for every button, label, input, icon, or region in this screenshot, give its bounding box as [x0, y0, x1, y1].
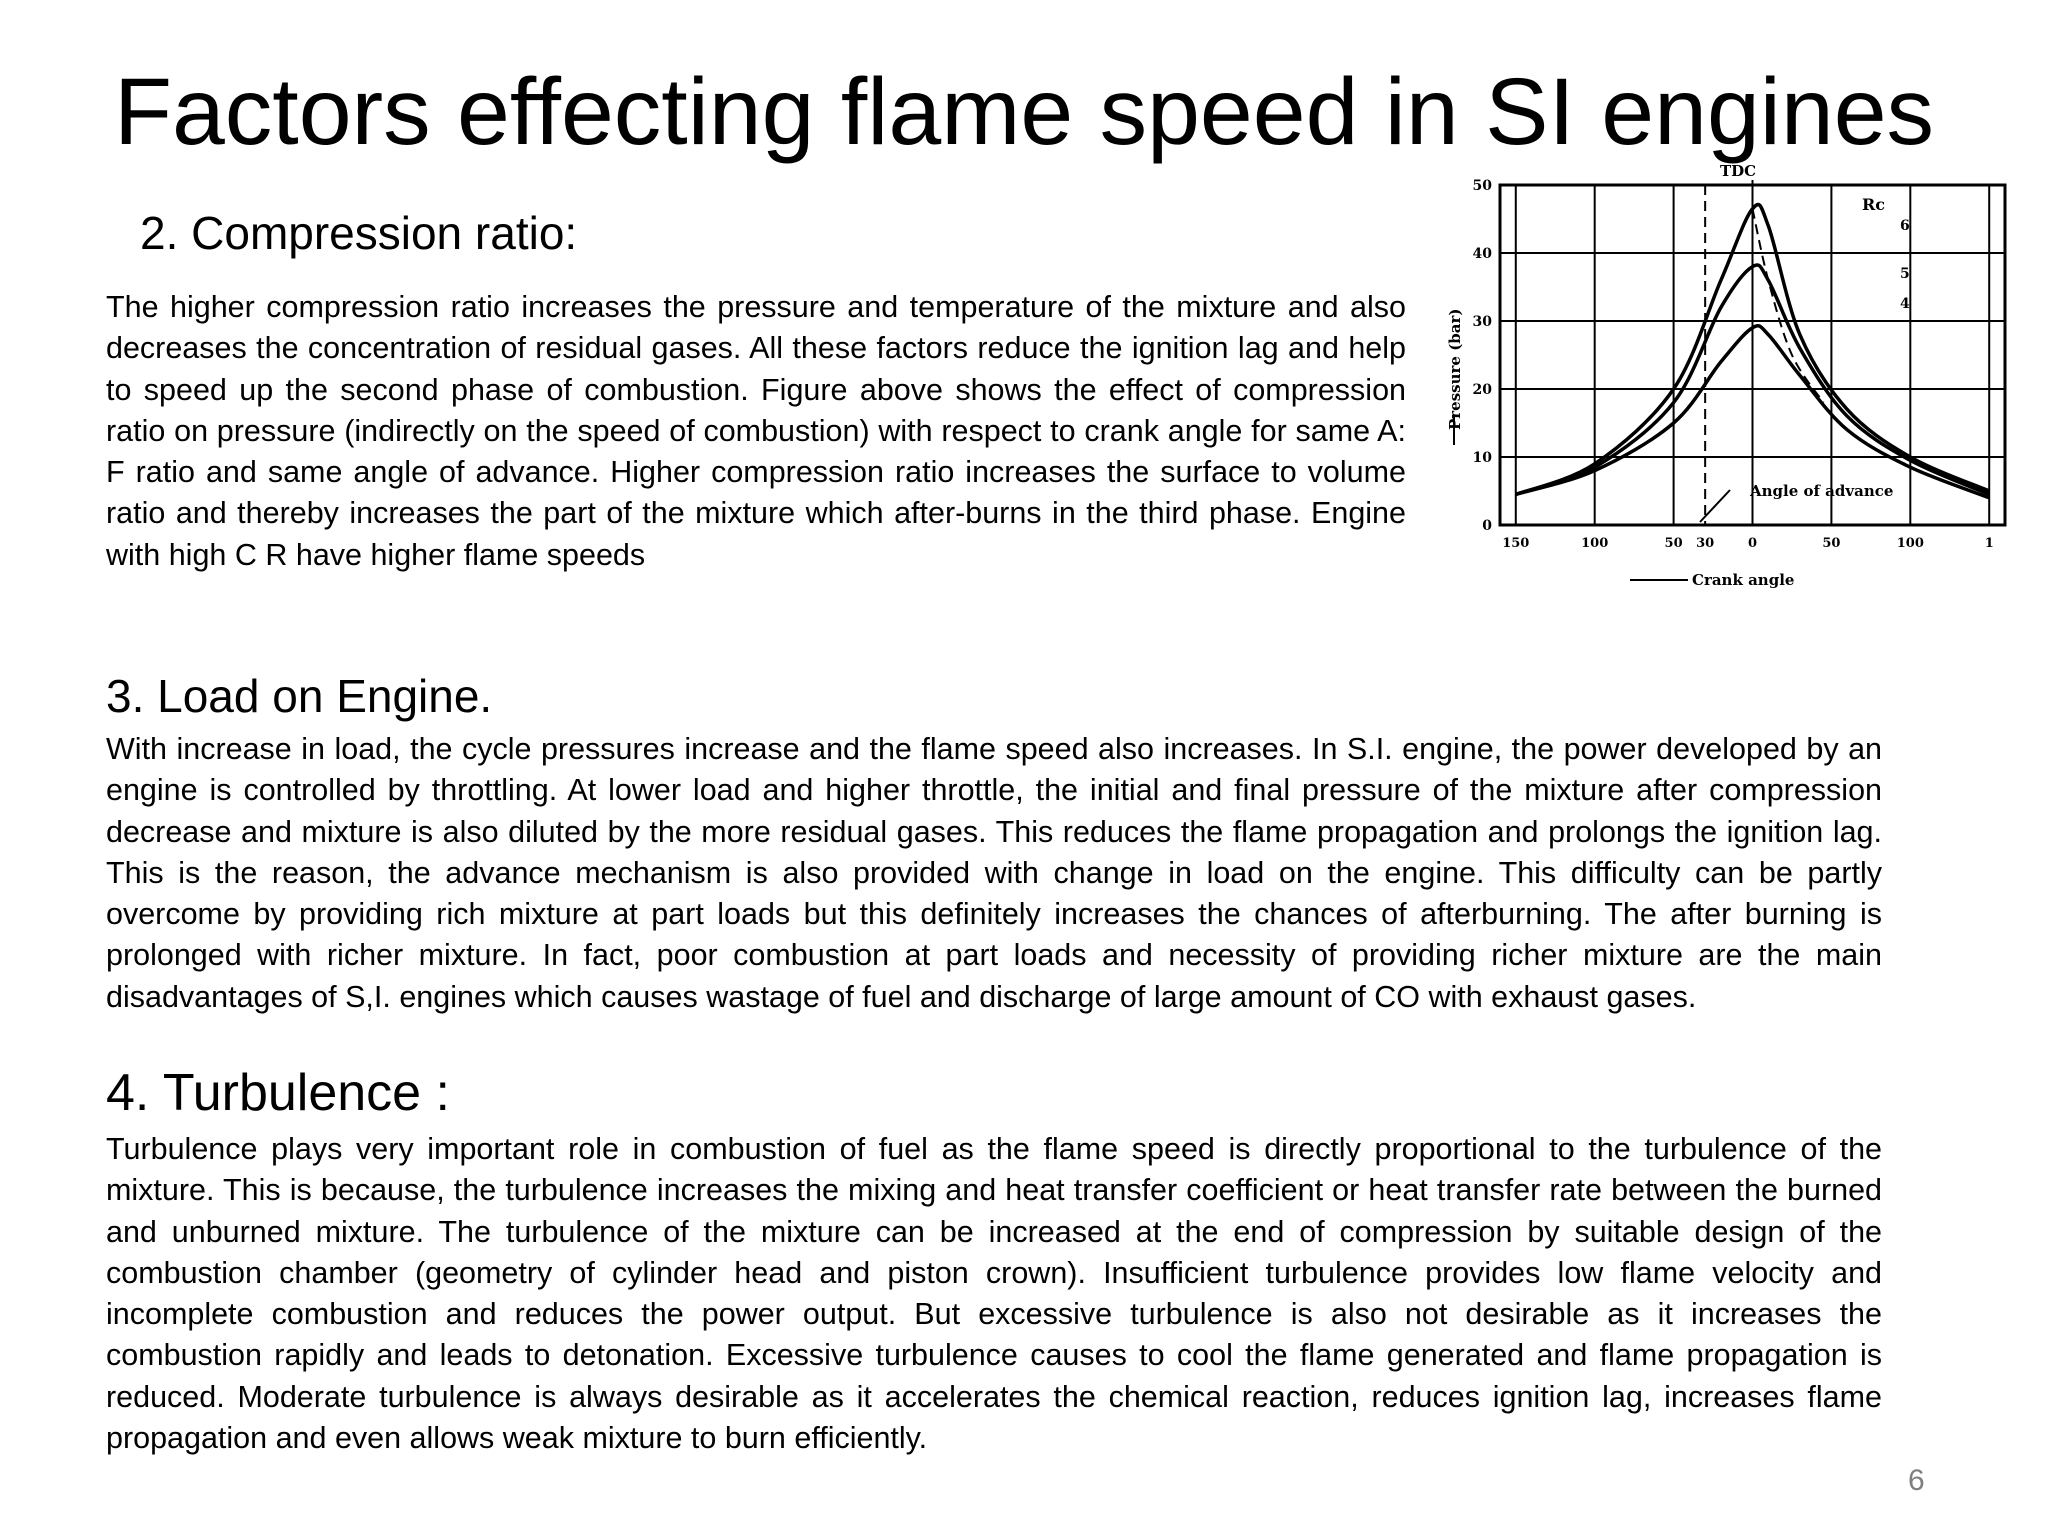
rc-legend-title: Rc [1862, 195, 1886, 214]
y-tick-labels [1473, 178, 1493, 534]
page-number: 6 [1908, 1464, 1925, 1497]
x-tick-label: 150 [1502, 536, 1530, 551]
x-axis-label: Crank angle [1692, 571, 1795, 589]
load-text: With increase in load, the cycle pressures increase and the flame speed also increases. In S.I. engine, the power developed by an engine is controlled by throttling. At lower load and higher throttle, the initial and final pressure of the mixture after compression decrease and mixture is also diluted by the more residual gases. This reduces the flame propagation and prolongs the ignition lag. This is the reason, the advance mechanism is also provided with change in load on the engine. This difficulty can be partly overcome by providing rich mixture at part loads but this definitely increases the chances of afterburning. The after burning is prolonged with richer mixture. In fact, poor combustion at part loads and necessity of providing richer mixture are the main disadvantages of S,I. engines which causes wastage of fuel and discharge of large amount of CO with exhaust gases. [106, 732, 1882, 1014]
y-tick-label: 40 [1472, 246, 1492, 262]
turbulence-heading: 4. Turbulence : [106, 1064, 450, 1122]
load-heading: 3. Load on Engine. [106, 670, 493, 722]
x-tick-label: 100 [1896, 536, 1924, 551]
y-tick-label: 30 [1472, 314, 1492, 330]
x-tick-label: 0 [1747, 536, 1758, 551]
x-tick-label: 100 [1581, 536, 1609, 551]
compression-text: The higher compression ratio increases the pressure and temperature of the mixture and also decreases the concentration of residual gases. All these factors reduce the ignition lag and help to speed up the second phase of combustion. Figure above shows the effect of compression ratio on pressure (indirectly on the speed of combustion) with respect to crank angle for same A: F ratio and same angle of advance. Higher compression ratio increases the surface to volume ratio and thereby increases the part of the mixture which after-burns in the third phase. Engine with high C R have higher flame speeds [106, 290, 1406, 572]
x-tick-label: 50 [1822, 536, 1841, 551]
series-label-rc-5: 5 [1900, 266, 1910, 282]
motoring-curve [1753, 209, 1824, 403]
x-tick-label: 50 [1664, 536, 1683, 551]
pressure-crank-angle-chart [1430, 160, 2040, 600]
series-label-rc-4: 4 [1900, 296, 1910, 312]
slide-title: Factors effecting flame speed in SI engines [113, 59, 1935, 165]
angle-of-advance-label: Angle of advance [1750, 482, 1894, 500]
y-tick-label: 20 [1472, 382, 1492, 398]
x-tick-label: 30 [1696, 536, 1715, 551]
compression-heading: 2. Compression ratio: [140, 207, 578, 259]
x-tick-labels [1502, 536, 1994, 551]
y-tick-label: 10 [1472, 450, 1492, 466]
series-labels [1900, 218, 1910, 312]
tdc-label: TDC [1720, 162, 1757, 180]
series-label-rc-6: 6 [1900, 218, 1910, 234]
turbulence-text: Turbulence plays very important role in combustion of fuel as the flame speed is directly proportional to the turbulence of the mixture. This is because, the turbulence increases the mixing and heat transfer coefficient or heat transfer rate between the burned and unburned mixture. The turbulence of the mixture can be increased at the end of compression by suitable design of the combustion chamber (geometry of cylinder head and piston crown). Insufficient turbulence provides low flame velocity and incomplete combustion and reduces the power output. But excessive turbulence is also not desirable as it increases the combustion rapidly and leads to detonation. Excessive turbulence causes to cool the flame generated and flame propagation is reduced. Moderate turbulence is always desirable as it accelerates the chemical reaction, reduces ignition lag, increases flame propagation and even allows weak mixture to burn efficiently. [106, 1132, 1882, 1456]
x-tick-label: 1 [1984, 536, 1994, 551]
y-axis-label: Pressure (bar) [1446, 308, 1464, 430]
y-tick-label: 0 [1482, 518, 1492, 534]
y-tick-label: 50 [1472, 178, 1492, 194]
